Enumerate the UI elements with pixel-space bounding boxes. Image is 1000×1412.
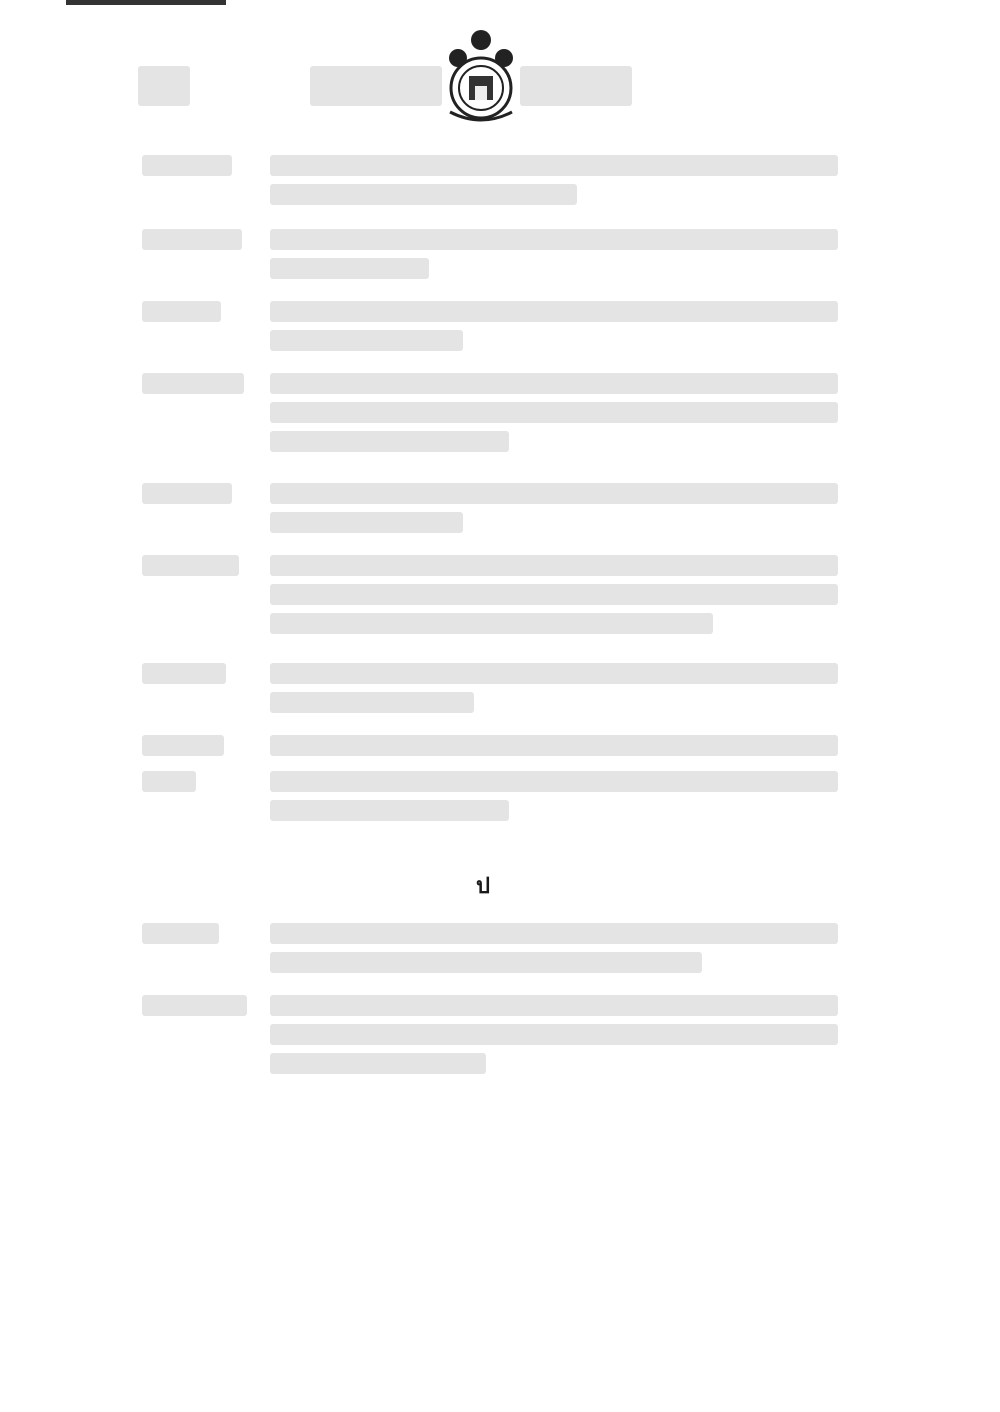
line-2 <box>270 800 509 821</box>
line-2 <box>270 584 838 605</box>
entry-headword <box>142 656 270 692</box>
entry-definition <box>270 764 838 829</box>
line-1 <box>270 663 838 684</box>
line-2 <box>270 952 702 973</box>
line-1 <box>270 155 838 176</box>
entry-headword <box>142 988 270 1024</box>
line-2 <box>270 330 463 351</box>
entry-headword <box>142 548 270 584</box>
entry-headword <box>142 148 270 184</box>
entry-definition <box>270 656 838 721</box>
entry-definition <box>270 148 838 213</box>
entry-definition <box>270 548 838 642</box>
entry-definition <box>270 476 838 541</box>
entry-headword <box>142 728 270 764</box>
line-1 <box>270 771 838 792</box>
line-2 <box>270 1024 838 1045</box>
line-2 <box>270 692 474 713</box>
entry-headword <box>142 764 270 800</box>
entry-headword <box>142 366 270 402</box>
entry-definition <box>270 294 838 359</box>
entry-definition <box>270 222 838 287</box>
line-3 <box>270 1053 486 1074</box>
entry-headword <box>142 222 270 258</box>
line-3 <box>270 431 509 452</box>
emblem-seal-icon <box>438 28 524 128</box>
entry-headword <box>142 916 270 952</box>
line-1 <box>270 735 838 756</box>
line-2 <box>270 184 577 205</box>
chapter-range <box>520 66 632 106</box>
scan-top-edge <box>66 0 226 5</box>
line-2 <box>270 258 429 279</box>
entry-definition <box>270 916 838 981</box>
line-2 <box>270 512 463 533</box>
page-number <box>138 66 190 106</box>
line-1 <box>270 923 838 944</box>
entry-definition <box>270 728 838 764</box>
entry-headword <box>142 294 270 330</box>
line-1 <box>270 483 838 504</box>
line-2 <box>270 402 838 423</box>
line-1 <box>270 555 838 576</box>
line-1 <box>270 229 838 250</box>
entry-definition <box>270 988 838 1082</box>
line-3 <box>270 613 713 634</box>
line-1 <box>270 301 838 322</box>
line-1 <box>270 995 838 1016</box>
entry-definition <box>270 366 838 460</box>
section-letter: ป <box>476 874 490 899</box>
book-title <box>310 66 442 106</box>
entry-headword <box>142 476 270 512</box>
line-1 <box>270 373 838 394</box>
